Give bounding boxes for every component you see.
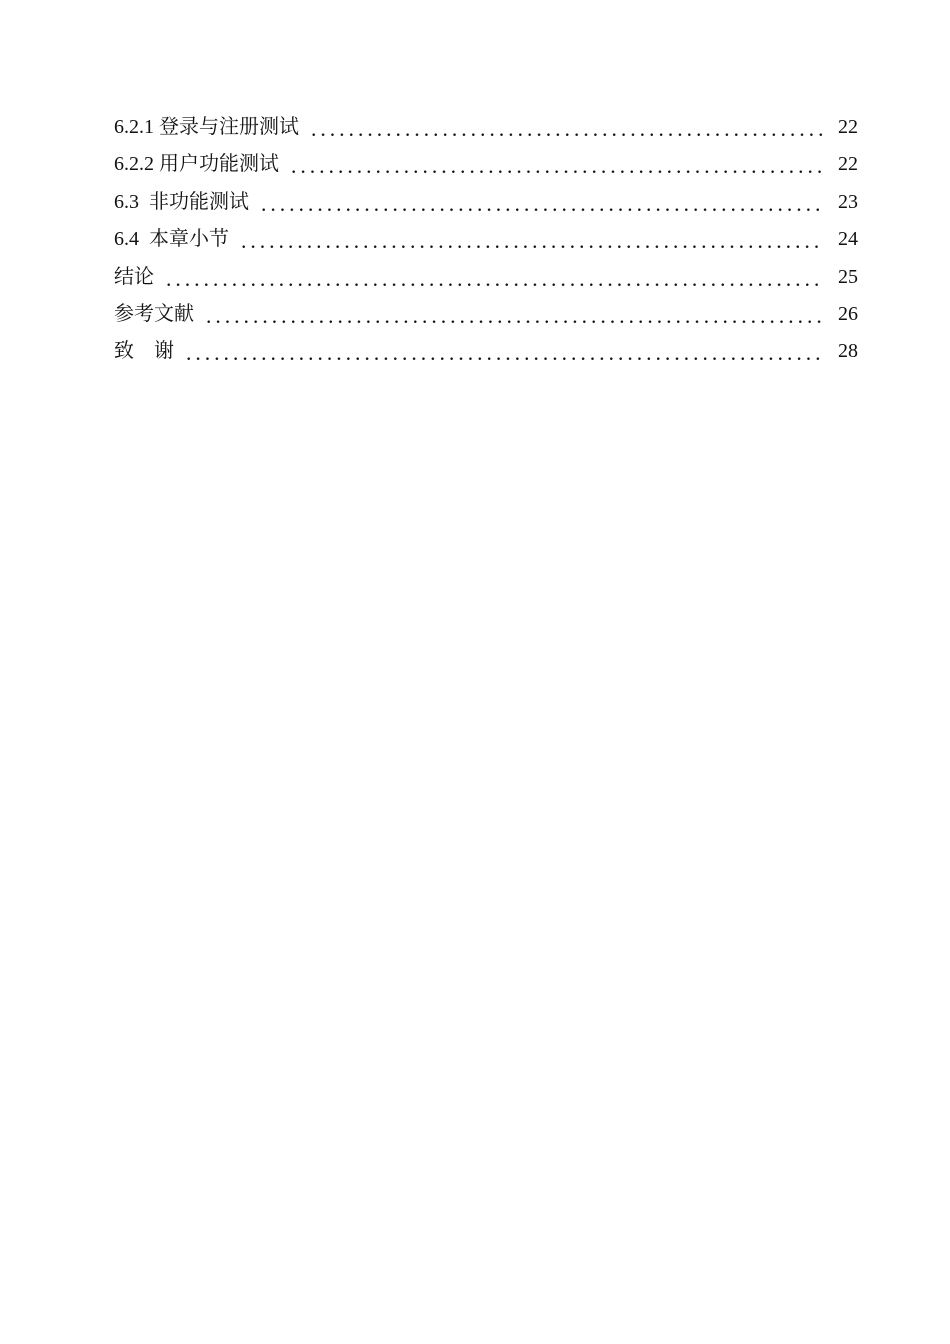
toc-entry-page-number: 26: [838, 302, 858, 325]
dot-leader: [307, 109, 824, 146]
toc-entry-row: [114, 333, 858, 370]
dot-leader: [182, 333, 824, 370]
toc-entry-label: 参考文献: [114, 302, 194, 325]
toc-entry-page-number: 23: [838, 190, 858, 213]
toc-entry-row: [114, 296, 858, 333]
toc-entry-row: [114, 146, 858, 183]
table-of-contents: [114, 109, 858, 371]
toc-entry-row: [114, 109, 858, 146]
toc-entry-row: [114, 221, 858, 258]
toc-entry-label: 6.3 非功能测试: [114, 190, 249, 213]
dot-leader: [162, 259, 824, 296]
toc-entry-label: 6.2.2 用户功能测试: [114, 153, 279, 176]
dot-leader: [237, 221, 824, 258]
toc-entry-label: 致 谢: [114, 340, 174, 363]
toc-entry-label: 6.2.1 登录与注册测试: [114, 116, 299, 138]
toc-entry-page-number: 25: [838, 265, 858, 288]
dot-leader: [287, 146, 824, 183]
toc-entry-label: 结论: [114, 265, 154, 288]
toc-entry-page-number: 22: [838, 153, 858, 176]
toc-entry-page-number: 22: [838, 116, 858, 138]
toc-entry-row: [114, 184, 858, 221]
toc-entry-page-number: 24: [838, 228, 858, 251]
toc-entry-row: [114, 259, 858, 296]
dot-leader: [202, 296, 824, 333]
toc-entry-label: 6.4 本章小节: [114, 228, 229, 251]
dot-leader: [257, 184, 824, 221]
toc-entry-page-number: 28: [838, 340, 858, 363]
